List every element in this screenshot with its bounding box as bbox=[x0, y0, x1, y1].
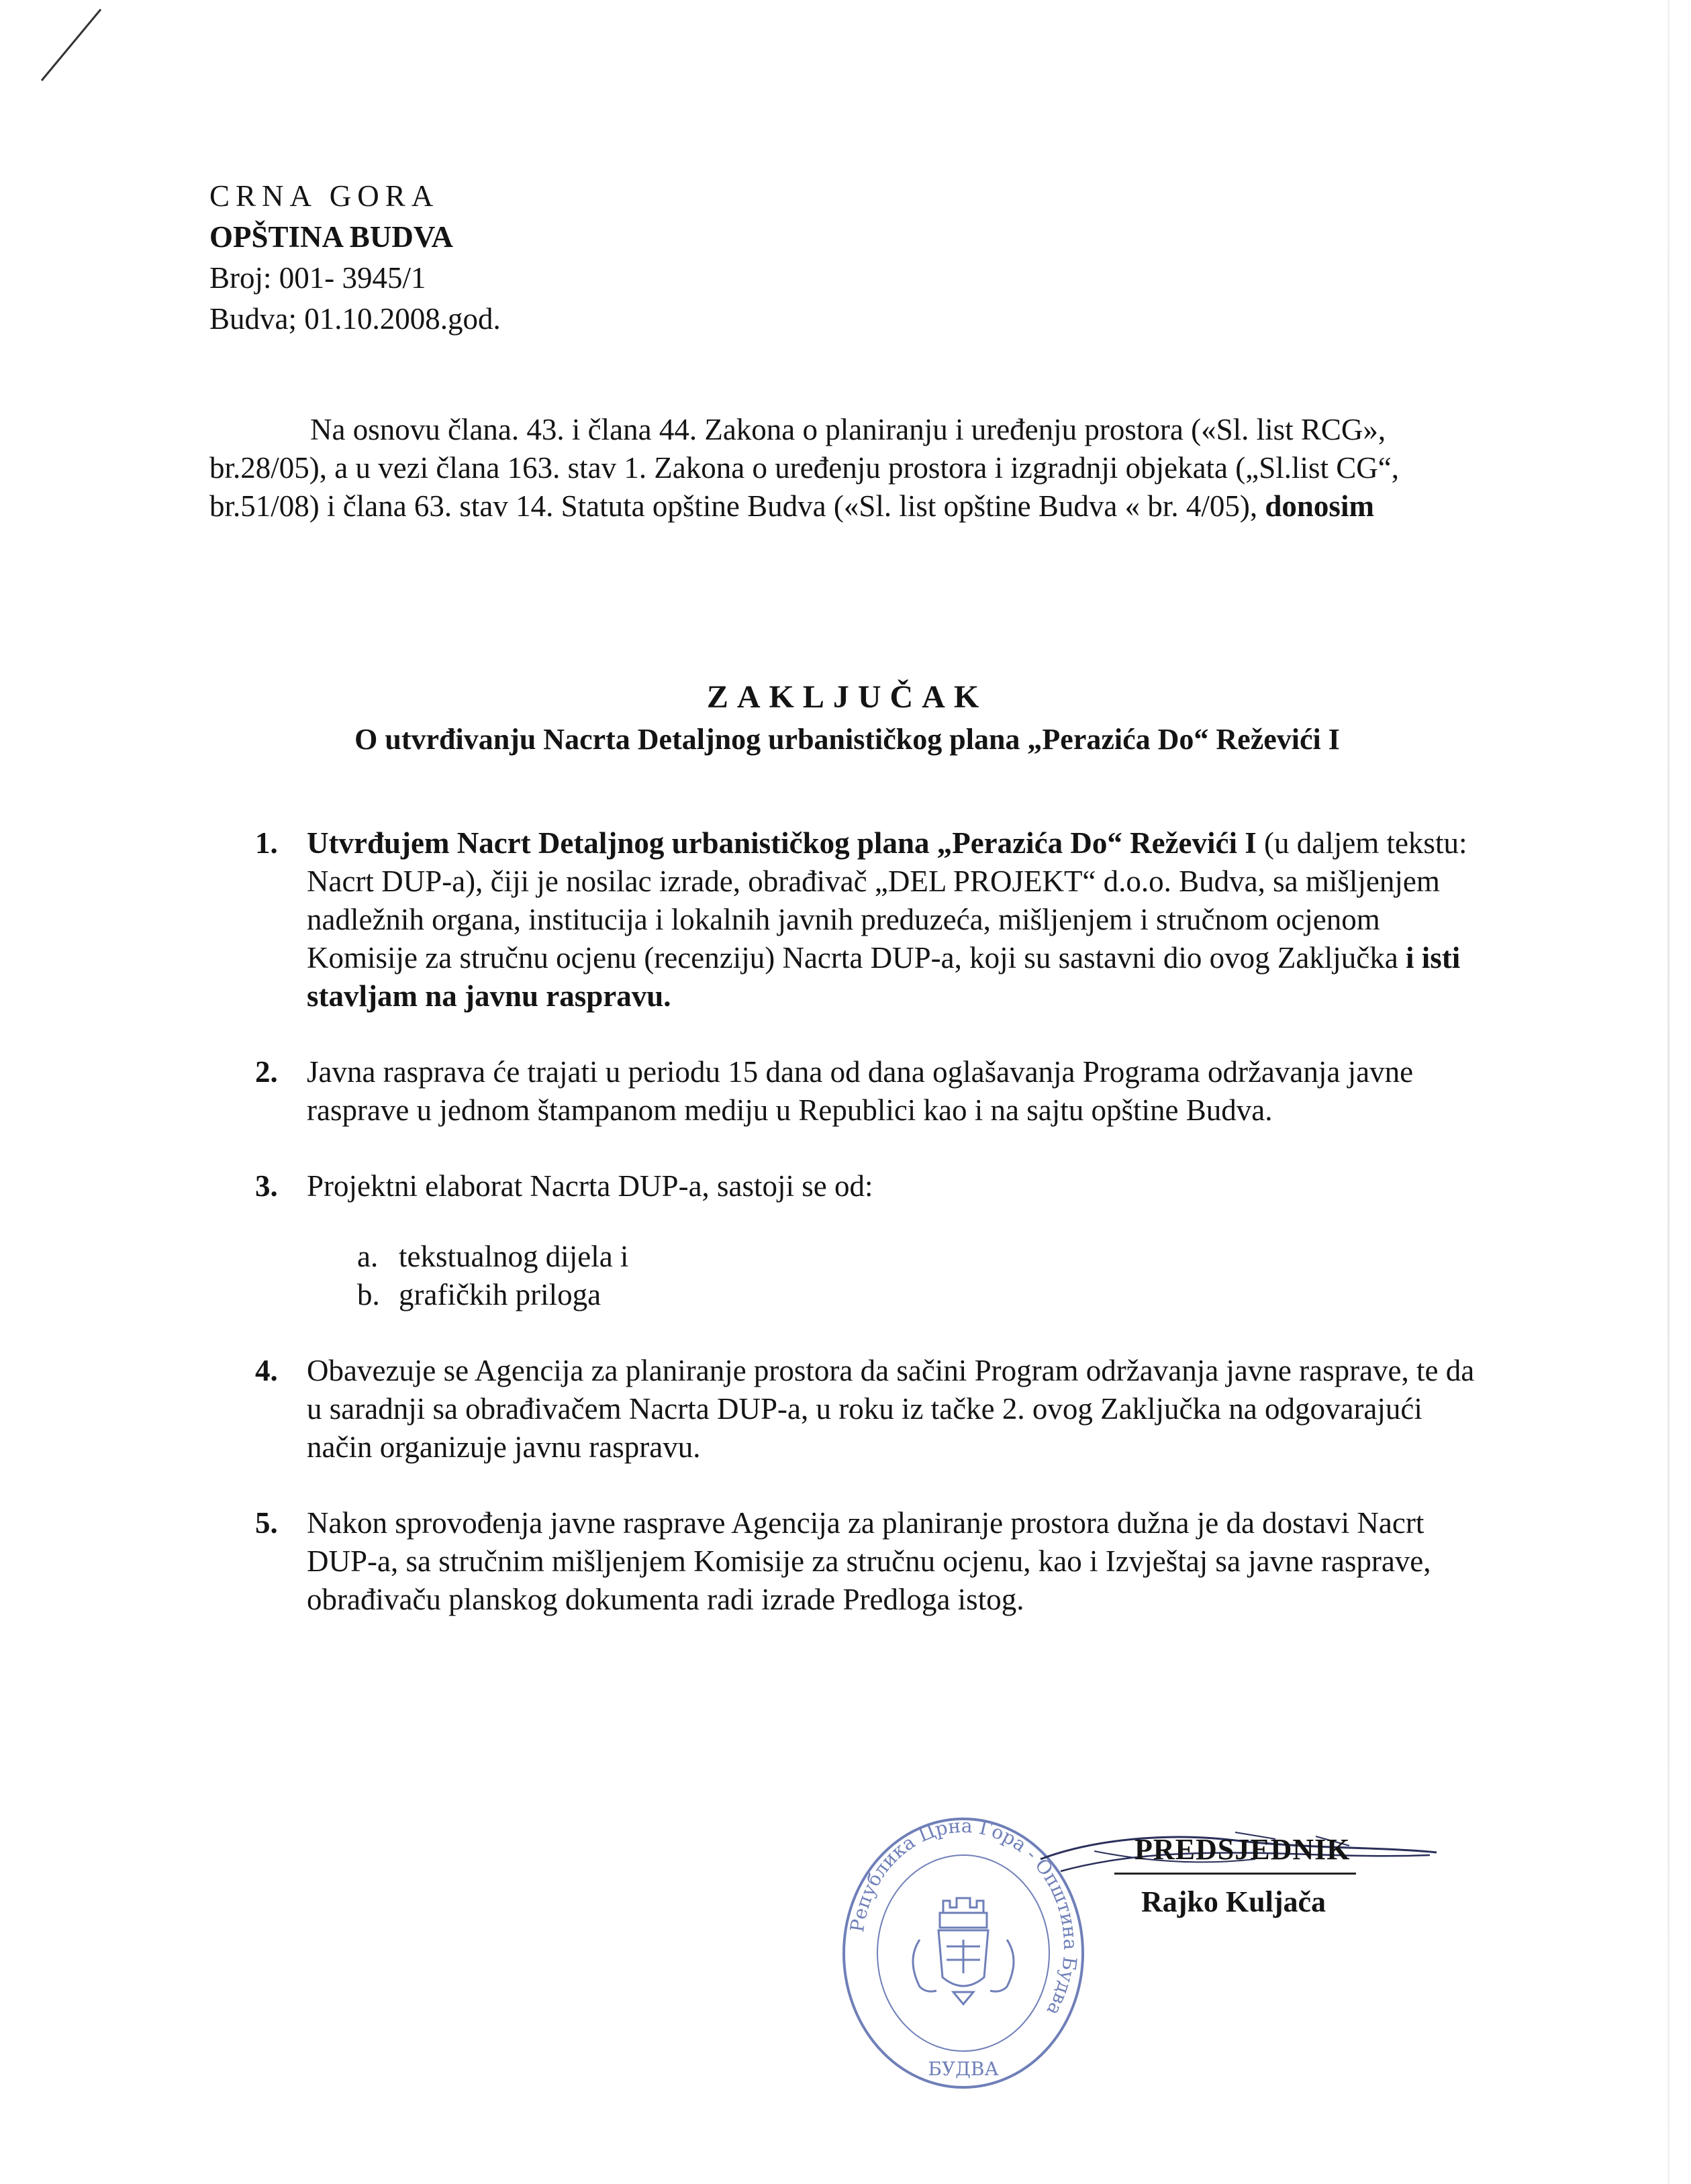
list-item bbox=[255, 1504, 1485, 1619]
preamble-bold-end: donosim bbox=[1265, 489, 1374, 523]
list-item bbox=[255, 1053, 1485, 1130]
signature-title: PREDSJEDNIK bbox=[1134, 1833, 1351, 1866]
place-and-date: Budva; 01.10.2008.god. bbox=[209, 302, 501, 336]
preamble-paragraph bbox=[209, 411, 1485, 526]
seal-ring-text: Република Црна Гора - Општина Будва bbox=[846, 1814, 1082, 2020]
list-item bbox=[255, 824, 1485, 1015]
sub-list-item bbox=[357, 1238, 1485, 1276]
sub-item-text: tekstualnog dijela i bbox=[399, 1240, 629, 1273]
coat-of-arms-icon bbox=[913, 1898, 1014, 2004]
seal-bottom-text: БУДВА bbox=[928, 2058, 999, 2080]
item-text: Projektni elaborat Nacrta DUP-a, sastoji se od: bbox=[307, 1169, 873, 1203]
signature-block bbox=[1114, 1832, 1450, 1926]
signature-line bbox=[1114, 1873, 1356, 1875]
item-text: (u daljem tekstu: Nacrt DUP-a), čiji je nosilac izrade, obrađivač „DEL PROJEKT“ d.o.o. Budva, sa mišljenjem nadležnih organa, institucija i lokalnih javnih preduzeća, mišljenjem i stručnom ocjenom Komisije za stručnu ocjenu (recenziju) Nacrta DUP-a, koji su sastavni dio ovog Zaključka bbox=[307, 826, 1467, 975]
document-header bbox=[209, 176, 501, 340]
item-number: 3. bbox=[255, 1169, 278, 1203]
item-number: 2. bbox=[255, 1055, 278, 1089]
item-text: Javna rasprava će trajati u periodu 15 dana od dana oglašavanja Programa održavanja javne rasprave u jednom štampanom mediju u Republici kao i na sajtu opštine Budva. bbox=[307, 1055, 1414, 1127]
document-number: Broj: 001- 3945/1 bbox=[209, 261, 426, 295]
sub-item-letter: b. bbox=[357, 1278, 380, 1311]
item-bold-end: i isti stavljam na javnu raspravu. bbox=[307, 941, 1461, 1013]
list-item bbox=[255, 1167, 1485, 1314]
item-text: Nakon sprovođenja javne rasprave Agencija za planiranje prostora dužna je da dostavi Nacrt DUP-a, sa stručnim mišljenjem Komisije za stručnu ocjenu, kao i Izvještaj sa javne rasprave, obrađivaču planskog dokumenta radi izrade Predloga istog. bbox=[307, 1506, 1431, 1616]
list-item bbox=[255, 1352, 1485, 1467]
sub-list bbox=[307, 1238, 1485, 1314]
item-number: 5. bbox=[255, 1506, 278, 1540]
conclusion-items bbox=[255, 824, 1485, 1656]
scan-edge-line bbox=[1668, 0, 1670, 2184]
conclusion-subtitle: O utvrđivanju Nacrta Detaljnog urbanističkog plana „Perazića Do“ Reževići I bbox=[354, 723, 1340, 756]
preamble-text: Na osnovu člana. 43. i člana 44. Zakona o planiranju i uređenju prostora («Sl. list RCG», br.28/05), a u vezi člana 163. stav 1. Zakona o uređenju prostora i izgradnji objekata („Sl.list CG“, br.51/08) i člana 63. stav 14. Statuta opštine Budva («Sl. list opštine Budva « br. 4/05), bbox=[209, 413, 1400, 523]
conclusion-title: ZAKLJUČAK bbox=[706, 679, 988, 715]
item-text: Obavezuje se Agencija za planiranje prostora da sačini Program održavanja javne rasprave, te da u saradnji sa obrađivačem Nacrta DUP-a, u roku iz tačke 2. ovog Zaključka na odgovarajući način organizuje javnu raspravu. bbox=[307, 1354, 1475, 1464]
municipality-name: OPŠTINA BUDVA bbox=[209, 220, 454, 254]
signatory-name: Rajko Kuljača bbox=[1141, 1885, 1326, 1918]
item-bold-start: Utvrđujem Nacrt Detaljnog urbanističkog plana „Perazića Do“ Reževići I bbox=[307, 826, 1257, 860]
conclusion-title-block bbox=[209, 677, 1485, 760]
sub-item-letter: a. bbox=[357, 1240, 379, 1273]
item-number: 1. bbox=[255, 826, 278, 860]
scan-pen-mark bbox=[34, 5, 107, 86]
country-name: CRNA GORA bbox=[209, 179, 440, 213]
sub-item-text: grafičkih priloga bbox=[399, 1278, 601, 1311]
sub-list-item bbox=[357, 1276, 1485, 1314]
item-number: 4. bbox=[255, 1354, 278, 1387]
